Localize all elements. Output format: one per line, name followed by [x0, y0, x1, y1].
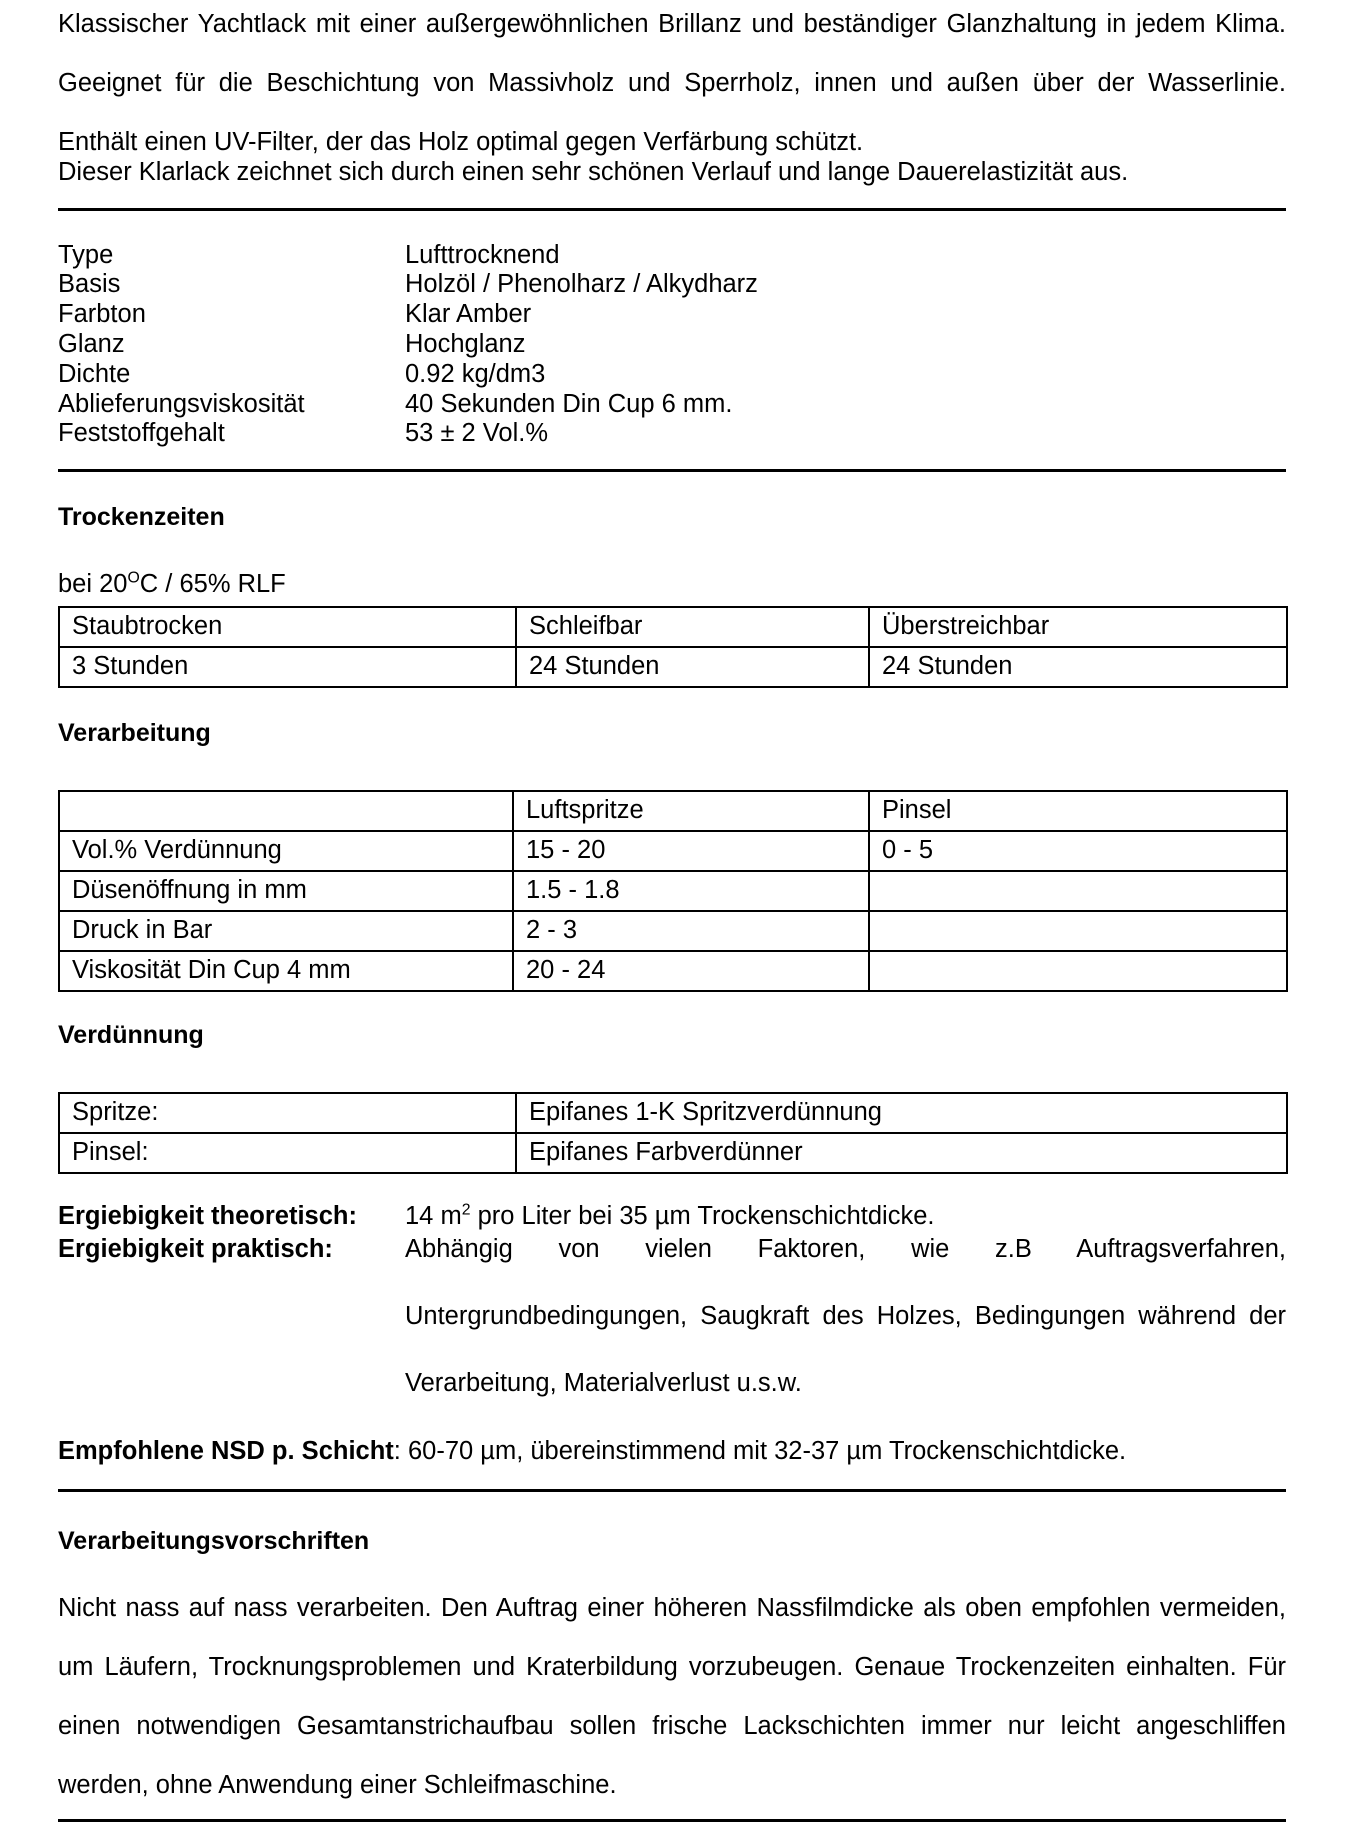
recommended-nsd-label: Empfohlene NSD p. Schicht	[58, 1436, 394, 1465]
processing-row-brush	[869, 951, 1287, 991]
spec-row	[58, 360, 1286, 390]
drying-value-cell: 24 Stunden	[516, 647, 869, 687]
spacer	[58, 1401, 1286, 1435]
spacer	[58, 211, 1286, 241]
processing-row-brush	[869, 871, 1287, 911]
coverage-practical-label: Ergiebigkeit praktisch:	[58, 1235, 333, 1264]
spec-row	[58, 300, 1286, 330]
instructions-line-2: um Läufern, Trocknungsproblemen und Kraterbildung vorzubeugen. Genaue Trockenzeiten einhalten. Für	[58, 1652, 1286, 1681]
spacer	[58, 688, 1286, 718]
processing-table	[58, 790, 1288, 992]
spacer	[58, 1467, 1286, 1489]
instructions-paragraph	[58, 1594, 1286, 1801]
drying-value-cell: 3 Stunden	[59, 647, 516, 687]
drying-header-cell: Staubtrocken	[59, 607, 516, 647]
drying-header-cell: Schleifbar	[516, 607, 869, 647]
coverage-practical-row	[58, 1233, 1286, 1401]
spacer	[58, 1556, 1286, 1594]
processing-row-spray: 2 - 3	[513, 911, 869, 951]
processing-header-spray: Luftspritze	[513, 791, 869, 831]
drying-header-cell: Überstreichbar	[869, 607, 1287, 647]
instructions-line-1: Nicht nass auf nass verarbeiten. Den Auftrag einer höheren Nassfilmdicke als oben empfohlen vermeiden,	[58, 1593, 1286, 1622]
coverage-practical-line-1: Abhängig von vielen Faktoren, wie z.B Auftragsverfahren,	[405, 1235, 1286, 1264]
table-row	[59, 911, 1287, 951]
spec-label: Ablieferungsviskosität	[58, 389, 305, 418]
drying-value-cell: 24 Stunden	[869, 647, 1287, 687]
processing-row-label: Viskosität Din Cup 4 mm	[59, 951, 513, 991]
intro-line-2: Geeignet für die Beschichtung von Massivholz und Sperrholz, innen und außen über der Wasserlinie.	[58, 69, 1286, 98]
spec-row	[58, 270, 1286, 300]
drying-condition-prefix: bei 20	[58, 570, 128, 599]
spacer	[58, 1801, 1286, 1819]
spec-label: Basis	[58, 270, 121, 299]
specification-list	[58, 241, 1286, 450]
coverage-practical-line-2: Untergrundbedingungen, Saugkraft des Holzes, Bedingungen während der	[405, 1302, 1286, 1331]
thinning-row-label: Pinsel:	[59, 1133, 516, 1173]
instructions-line-4: werden, ohne Anwendung einer Schleifmaschine.	[58, 1771, 617, 1800]
processing-row-spray: 15 - 20	[513, 831, 869, 871]
divider-rule-bottom	[58, 1819, 1286, 1822]
spacer	[58, 1050, 1286, 1092]
coverage-theoretical-row	[58, 1200, 1286, 1234]
intro-line-4: Dieser Klarlack zeichnet sich durch einen sehr schönen Verlauf und lange Dauerelastizität aus.	[58, 157, 1129, 186]
processing-heading: Verarbeitung	[58, 718, 211, 747]
spec-value: Holzöl / Phenolharz / Alkydharz	[405, 270, 758, 299]
coverage-theoretical-suffix: pro Liter bei 35 µm Trockenschichtdicke.	[470, 1201, 935, 1230]
spec-value: 53 ± 2 Vol.%	[405, 419, 549, 448]
processing-header-brush: Pinsel	[869, 791, 1287, 831]
spec-label: Type	[58, 240, 114, 269]
spec-label: Glanz	[58, 329, 125, 358]
processing-row-spray: 1.5 - 1.8	[513, 871, 869, 911]
thinning-row-value: Epifanes Farbverdünner	[516, 1133, 1287, 1173]
processing-row-label: Druck in Bar	[59, 911, 513, 951]
spec-value: Klar Amber	[405, 300, 532, 329]
processing-row-label: Vol.% Verdünnung	[59, 831, 513, 871]
spec-label: Farbton	[58, 300, 146, 329]
drying-condition-suffix: C / 65% RLF	[139, 570, 286, 599]
instructions-heading: Verarbeitungsvorschriften	[58, 1526, 370, 1555]
coverage-practical-line-3: Verarbeitung, Materialverlust u.s.w.	[405, 1369, 802, 1398]
intro-line-3: Enthält einen UV-Filter, der das Holz optimal gegen Verfärbung schützt.	[58, 128, 864, 157]
spacer	[58, 472, 1286, 502]
drying-condition	[58, 570, 1286, 600]
spec-label: Dichte	[58, 359, 131, 388]
spec-value: Lufttrocknend	[405, 240, 560, 269]
recommended-nsd-line	[58, 1435, 1286, 1467]
processing-header-blank	[59, 791, 513, 831]
thinning-heading: Verdünnung	[58, 1020, 204, 1049]
spec-row	[58, 390, 1286, 420]
table-row-header	[59, 791, 1287, 831]
processing-row-brush: 0 - 5	[869, 831, 1287, 871]
spec-value: 0.92 kg/dm3	[405, 359, 546, 388]
spacer	[58, 1174, 1286, 1200]
drying-times-heading: Trockenzeiten	[58, 503, 225, 532]
square-superscript: 2	[461, 1201, 471, 1219]
recommended-nsd-value: : 60-70 µm, übereinstimmend mit 32-37 µm Trockenschichtdicke.	[393, 1436, 1127, 1465]
table-row	[59, 1133, 1287, 1173]
instructions-line-3: einen notwendigen Gesamtanstrichaufbau sollen frische Lackschichten immer nur leicht angeschliffen	[58, 1712, 1286, 1741]
spacer	[58, 992, 1286, 1020]
coverage-practical-value	[405, 1233, 1286, 1401]
spec-row	[58, 241, 1286, 271]
table-row	[59, 951, 1287, 991]
coverage-theoretical-prefix: 14 m	[405, 1201, 462, 1230]
coverage-theoretical-label: Ergiebigkeit theoretisch:	[58, 1201, 357, 1230]
thinning-row-label: Spritze:	[59, 1093, 516, 1133]
spec-row	[58, 330, 1286, 360]
thinning-row-value: Epifanes 1-K Spritzverdünnung	[516, 1093, 1287, 1133]
processing-row-label: Düsenöffnung in mm	[59, 871, 513, 911]
table-row	[59, 871, 1287, 911]
processing-row-spray: 20 - 24	[513, 951, 869, 991]
table-row	[59, 647, 1287, 687]
table-row	[59, 1093, 1287, 1133]
document-content	[58, 10, 1286, 1822]
spacer	[58, 1492, 1286, 1526]
spacer	[58, 748, 1286, 790]
spec-value: Hochglanz	[405, 329, 526, 358]
spec-row	[58, 419, 1286, 449]
processing-row-brush	[869, 911, 1287, 951]
drying-times-table	[58, 606, 1288, 688]
spacer	[58, 449, 1286, 469]
intro-line-1: Klassischer Yachtlack mit einer außergewöhnlichen Brillanz und beständiger Glanzhaltung in jedem Klima.	[58, 10, 1286, 38]
table-row-header	[59, 607, 1287, 647]
intro-paragraph	[58, 10, 1286, 188]
table-row	[59, 831, 1287, 871]
spec-value: 40 Sekunden Din Cup 6 mm.	[405, 389, 733, 418]
spacer	[58, 188, 1286, 208]
thinning-table	[58, 1092, 1288, 1174]
coverage-theoretical-value	[405, 1200, 1286, 1234]
spec-label: Feststoffgehalt	[58, 419, 225, 448]
degree-symbol: O	[127, 569, 140, 587]
spacer	[58, 532, 1286, 570]
